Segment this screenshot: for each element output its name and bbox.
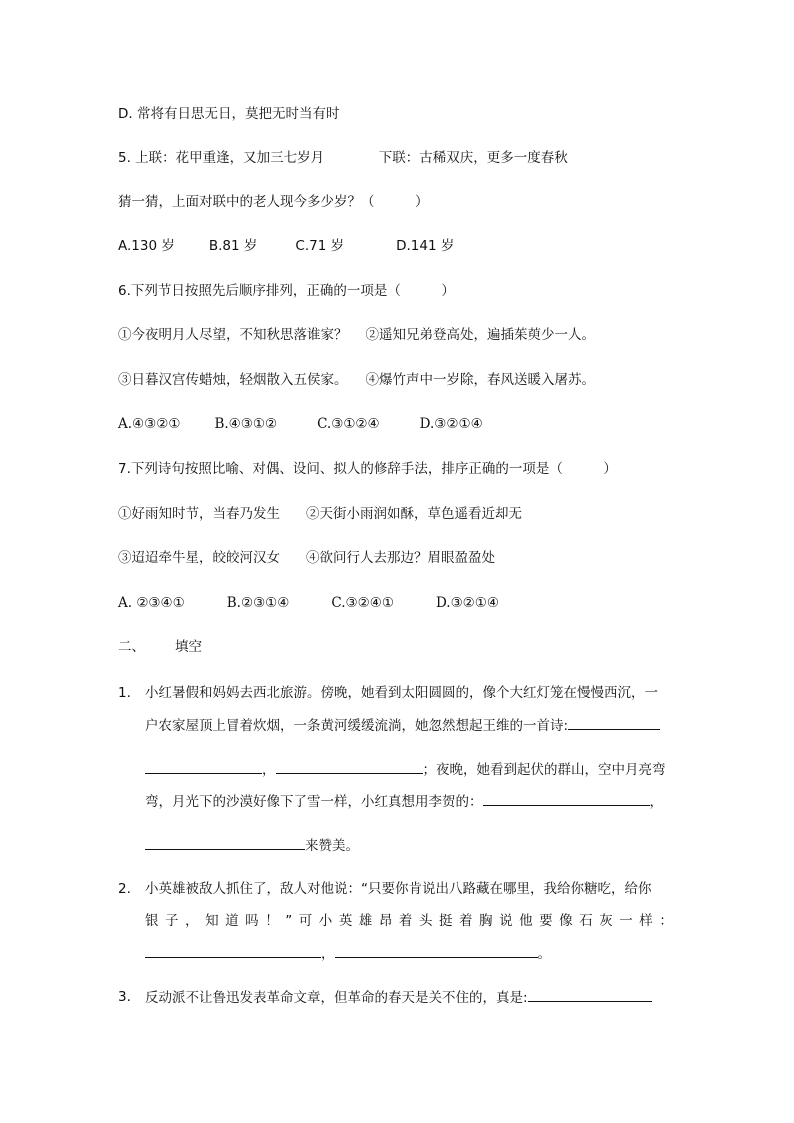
q5-options: [118, 236, 454, 256]
fill2-line2-char: 灰: [599, 913, 613, 929]
q6-item-3: ③日暮汉宫传蜡烛，轻烟散入五侯家。: [118, 372, 348, 388]
q6-item-4: ④爆竹声中一岁除，春风送暖入屠苏。: [365, 372, 595, 388]
fill2-line2-char: 一: [619, 913, 633, 929]
fill2-line2-char: 着: [398, 913, 413, 929]
q5-question: 猜一猜，上面对联中的老人现今多少岁？（ ）: [118, 194, 429, 210]
fill2-line2-char: 吗: [245, 913, 259, 929]
fill3-blank-1[interactable]: [528, 987, 652, 1002]
fill3-line1: [145, 987, 652, 1008]
fill2-line2-char: 要: [539, 913, 553, 929]
q7-item-3: ③迢迢牵牛星，皎皎河汉女: [118, 550, 280, 566]
fill1-sep2: ，: [649, 794, 663, 810]
q6-option-b: B.④③①②: [214, 416, 278, 432]
fill1-line3-text: ；夜晚，她看到起伏的群山，空中月亮弯: [422, 762, 666, 778]
q6-option-d: D.③②①④: [419, 416, 483, 432]
q6-items-row1: [118, 325, 595, 345]
fill2-line2-char: 石: [579, 913, 593, 929]
q7-items-row1: [118, 504, 522, 524]
q7-option-c: C.③②④①: [331, 595, 394, 611]
fill2-line2-char: 像: [559, 913, 573, 929]
fill1-blank-5[interactable]: [145, 835, 305, 850]
q7-option-d: D.③②①④: [435, 595, 499, 611]
fill2-number: 2.: [118, 881, 131, 897]
q5-lower-couplet: 下联：古稀双庆，更多一度春秋: [378, 150, 568, 166]
q6-item-2: ②遥知兄弟登高处，遍插茱萸少一人。: [365, 327, 595, 343]
q7-question: 7.下列诗句按照比喻、对偶、设问、拟人的修辞手法，排序正确的一项是（ ）: [118, 461, 617, 477]
fill1-line3: [145, 759, 666, 780]
fill1-line4: [145, 791, 663, 812]
q7-items-row2: [118, 548, 495, 568]
q5-option-d: D.141 岁: [396, 238, 455, 254]
fill2-line2-char: 头: [418, 913, 433, 929]
q6-item-1: ①今夜明月人尽望，不知秋思落谁家？: [118, 327, 348, 343]
fill2-line2-char: 他: [519, 913, 533, 929]
fill1-line4-text: 弯，月光下的沙漠好像下了雪一样，小红真想用李贺的：: [145, 794, 483, 810]
fill1-line5-text: 来赞美。: [305, 838, 359, 854]
q5-option-b: B.81 岁: [208, 238, 258, 254]
fill2-line3: [145, 943, 551, 964]
section-number: 二、: [118, 639, 145, 655]
fill2-line2-char: 雄: [358, 913, 373, 929]
q7-item-4: ④欲问行人去那边？眉眼盈盈处: [306, 550, 495, 566]
fill1-line5: [145, 835, 359, 856]
q5-upper-couplet: 5. 上联：花甲重逢，又加三七岁月: [118, 150, 325, 166]
section-title: 填空: [175, 639, 202, 655]
q7-option-a: A. ②③④①: [118, 595, 185, 611]
fill2-end: 。: [537, 946, 551, 962]
q7-options: [118, 593, 499, 613]
fill2-line2-char: ：: [659, 913, 673, 929]
fill2-line2-char: 胸: [479, 913, 493, 929]
fill1-line2-text: 户农家屋顶上冒着炊烟，一条黄河缓缓流淌，她忽然想起王维的一首诗:: [145, 718, 569, 734]
q7-option-b: B.②③①④: [226, 595, 290, 611]
fill2-line2-char: 着: [459, 913, 473, 929]
fill1-sep1: ，: [262, 762, 276, 778]
fill2-blank-2[interactable]: [335, 943, 538, 958]
fill2-line2-char: 小: [318, 913, 333, 929]
fill2-line2-char: 知: [205, 913, 219, 929]
fill1-blank-2[interactable]: [145, 759, 262, 774]
fill2-line2-char: 昂: [378, 913, 393, 929]
fill2-line1: 小英雄被敌人抓住了，敌人对他说：“只要你肯说出八路藏在哪里，我给你糖吃，给你: [145, 881, 652, 897]
fill3-number: 3.: [118, 989, 131, 1005]
q6-items-row2: [118, 370, 595, 390]
q5-couplet: [118, 148, 568, 168]
fill2-line2-char: 银: [145, 913, 159, 929]
fill2-sep: ，: [321, 946, 335, 962]
fill1-line2: [145, 715, 660, 736]
fill2-line2-char: ，: [185, 913, 199, 929]
fill1-blank-3[interactable]: [276, 759, 423, 774]
fill2-line2-char: 子: [165, 913, 179, 929]
q7-item-1: ①好雨知时节，当春乃发生: [118, 506, 280, 522]
q5-option-c: C.71 岁: [295, 238, 345, 254]
fill2-line2-char: ”: [285, 913, 293, 929]
fill2-line2-char: 挺: [438, 913, 453, 929]
q7-item-2: ②天街小雨润如酥，草色遥看近却无: [306, 506, 522, 522]
fill2-line2-char: 说: [499, 913, 513, 929]
q6-option-c: C.③①②④: [317, 416, 380, 432]
fill2-line2-char: 道: [225, 913, 239, 929]
q6-option-a: A.④③②①: [118, 416, 181, 432]
fill1-blank-4[interactable]: [483, 791, 650, 806]
fill3-line1-text: 反动派不让鲁迅发表革命文章，但革命的春天是关不住的，真是:: [145, 990, 528, 1006]
fill2-line2-char: 样: [639, 913, 653, 929]
q5-option-a: A.130 岁: [118, 238, 175, 254]
fill1-blank-1[interactable]: [568, 715, 660, 730]
fill1-line1: 小红暑假和妈妈去西北旅游。傍晚，她看到太阳圆圆的，像个大红灯笼在慢慢西沉，一: [145, 685, 658, 701]
section-heading: [118, 637, 202, 657]
fill2-line2-char: ！: [265, 913, 279, 929]
fill1-number: 1.: [118, 685, 131, 701]
q6-options: [118, 414, 483, 434]
fill2-line2: [145, 911, 673, 931]
q6-question: 6.下列节日按照先后顺序排列，正确的一项是（ ）: [118, 283, 455, 299]
q4-option-d: D. 常将有日思无日，莫把无时当有时: [118, 106, 340, 122]
fill2-line2-char: 可: [298, 913, 313, 929]
fill2-blank-1[interactable]: [145, 943, 321, 958]
fill2-line2-char: 英: [338, 913, 353, 929]
